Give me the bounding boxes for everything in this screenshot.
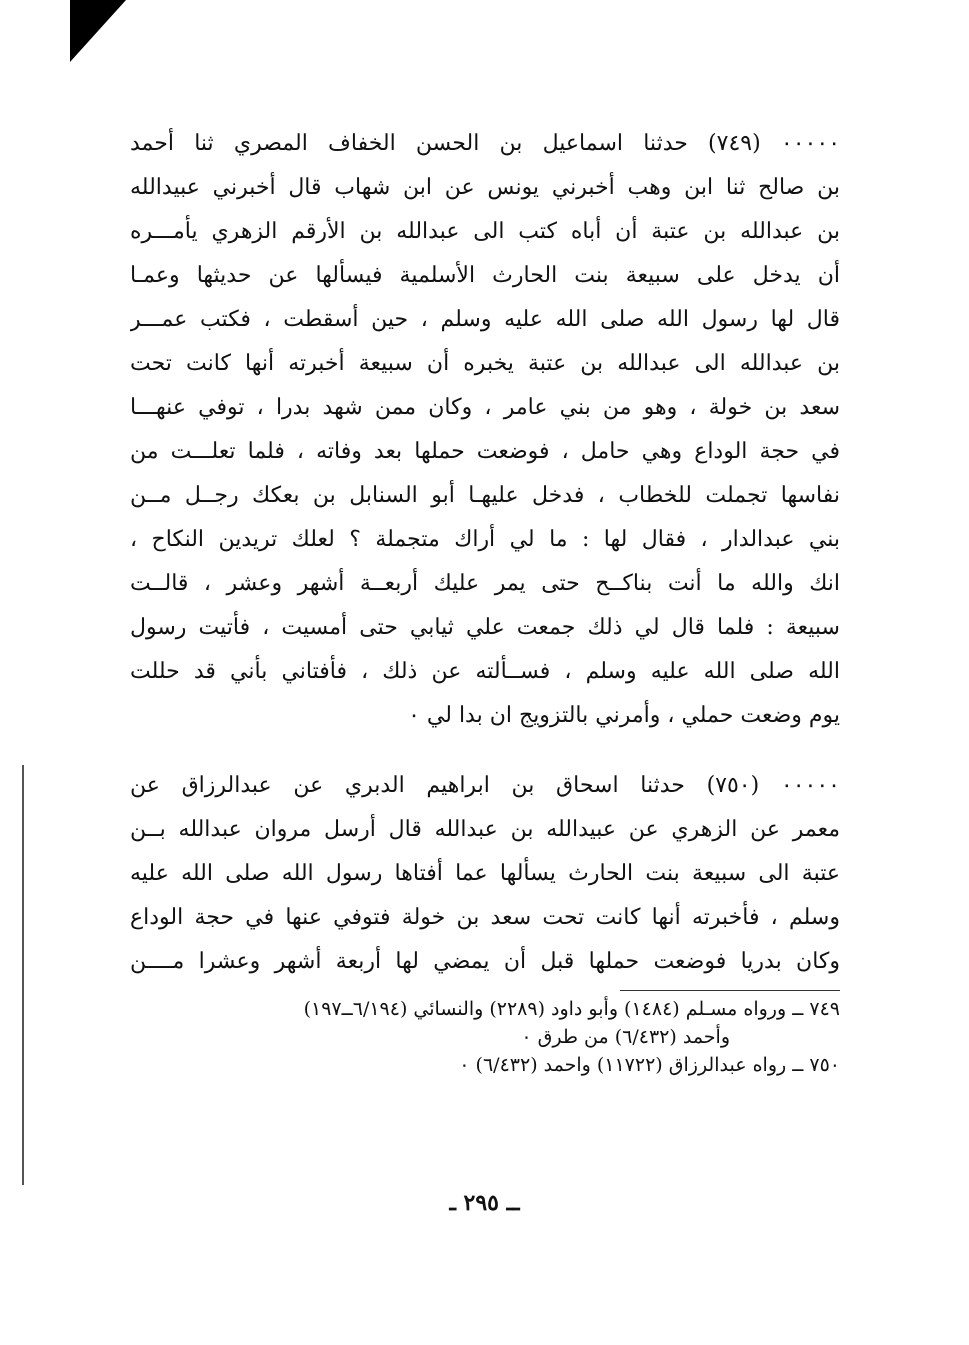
- text-line: يوم وضعت حملي ، وأمرني بالتزويج ان بدا لي ٠: [408, 703, 840, 728]
- footnote-divider: [620, 990, 840, 991]
- text-line: معمر عن الزهري عن عبيدالله بن عبدالله قال أرسل مروان عبدالله بــن: [130, 817, 840, 842]
- text-line: ٠٠٠٠٠ (٧٥٠) حدثنا اسحاق بن ابراهيم الدبري عن عبدالرزاق عن: [130, 773, 840, 798]
- footnote-749: ٧٤٩ ــ ورواه مسـلم (١٤٨٤) وأبو داود (٢٢٨٩) والنسائي (٦/١٩٤ــ١٩٧): [303, 998, 840, 1020]
- text-line: نفاسها تجملت للخطاب ، فدخل عليهـا أبو السنابل بن بعكك رجــل مــن: [130, 483, 840, 508]
- text-line: في حجة الوداع وهي حامل ، فوضعت حملها بعد وفاته ، فلما تعلـــت من: [130, 439, 840, 464]
- text-line: وسلم ، فأخبرته أنها كانت تحت سعد بن خولة فتوفي عنها في حجة الوداع: [130, 905, 840, 930]
- hadith-750: [130, 764, 840, 984]
- page-body: [130, 122, 840, 1079]
- text-line: سعد بن خولة ، وهو من بني عامر ، وكان ممن شهد بدرا ، توفي عنهـــا: [130, 395, 840, 420]
- text-line: بني عبدالدار ، فقال لها : ما لي أراك متجملة ؟ لعلك تريدين النكاح ،: [130, 527, 840, 552]
- text-line: بن عبدالله الى عبدالله بن عتبة يخبره أن سبيعة أخبرته أنها كانت تحت: [130, 351, 840, 376]
- text-line: ٠٠٠٠٠ (٧٤٩) حدثنا اسماعيل بن الحسن الخفاف المصري ثنا أحمد: [130, 131, 840, 156]
- text-line: أن يدخل على سبيعة بنت الحارث الأسلمية فيسألها عن حديثها وعمـا: [130, 263, 840, 288]
- margin-line: [22, 765, 24, 1185]
- text-line: عتبة الى سبيعة بنت الحارث يسألها عما أفتاها رسول الله صلى الله عليه: [130, 861, 840, 886]
- footnotes: [130, 995, 840, 1079]
- hadith-749: [130, 122, 840, 738]
- text-line: الله صلى الله عليه وسلم ، فســألته عن ذلك ، فأفتاني بأني قد حللت: [130, 659, 840, 684]
- text-line: وكان بدريا فوضعت حملها قبل أن يمضي لها أربعة أشهر وعشرا مــــن: [130, 949, 840, 974]
- page-number: ــ ٢٩٥ ـ: [449, 1190, 520, 1216]
- text-line: بن عبدالله بن عتبة أن أباه كتب الى عبدالله بن الأرقم الزهري يأمـــره: [130, 219, 840, 244]
- footnote-749-continuation: وأحمد (٦/٤٣٢) من طرق ٠: [521, 1026, 730, 1048]
- text-line: قال لها رسول الله صلى الله عليه وسلم ، حين أسقطت ، فكتب عمـــر: [130, 307, 840, 332]
- text-line: انك والله ما أنت بناكــح حتى يمر عليك أربعــة أشهر وعشر ، قالــت: [130, 571, 840, 596]
- text-line: سبيعة : فلما قال لي ذلك جمعت علي ثيابي حتى أمسيت ، فأتيت رسول: [130, 615, 840, 640]
- text-line: بن صالح ثنا ابن وهب أخبرني يونس عن ابن شهاب قال أخبرني عبيدالله: [130, 175, 840, 200]
- footnote-750: ٧٥٠ ــ رواه عبدالرزاق (١١٧٢٢) واحمد (٦/٤٣٢) ٠: [459, 1054, 840, 1076]
- corner-mark: [70, 0, 126, 62]
